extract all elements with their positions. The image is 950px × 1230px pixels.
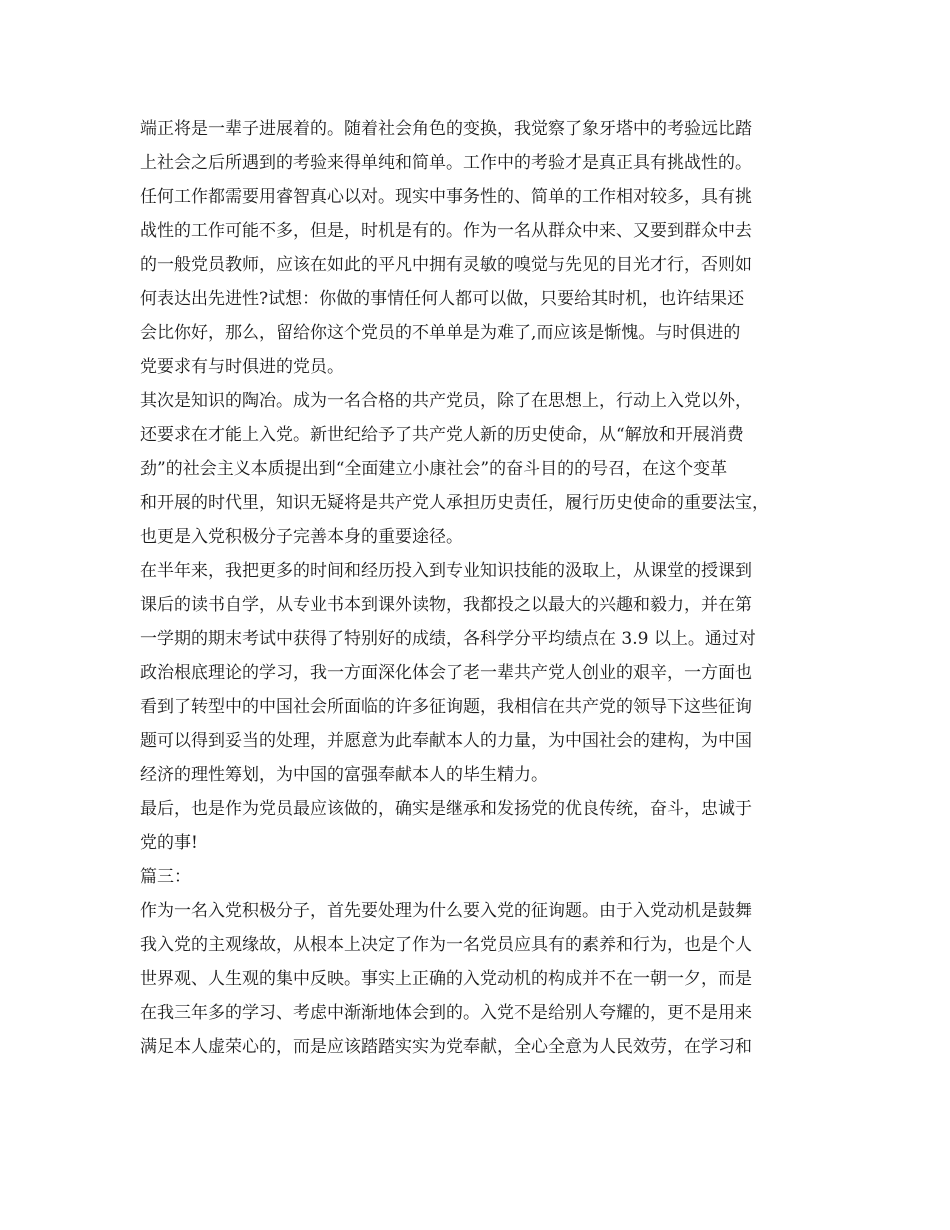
text-line: 任何工作都需要用睿智真心以对。现实中事务性的、简单的工作相对较多，具有挑 <box>140 187 752 207</box>
section-heading: 篇三： <box>140 867 191 887</box>
text-line: 世界观、人生观的集中反映。事实上正确的入党动机的构成并不在一朝一夕，而是 <box>140 969 752 989</box>
text-line: 在我三年多的学习、考虑中渐渐地体会到的。入党不是给别人夸耀的，更不是用来 <box>140 1003 752 1023</box>
text-line: 其次是知识的陶冶。成为一名合格的共产党员，除了在思想上，行动上入党以外， <box>140 391 752 411</box>
text-line: 上社会之后所遇到的考验来得单纯和简单。工作中的考验才是真正具有挑战性的。 <box>140 153 752 173</box>
text-line: 战性的工作可能不多，但是，时机是有的。作为一名从群众中来、又要到群众中去 <box>140 221 752 241</box>
text-line: 作为一名入党积极分子，首先要处理为什么要入党的征询题。由于入党动机是鼓舞 <box>140 901 752 921</box>
text-line: 党要求有与时俱进的党员。 <box>140 357 344 377</box>
text-line: 劲”的社会主义本质提出到“全面建立小康社会”的奋斗目的的号召，在这个变革 <box>140 459 728 479</box>
text-line: 党的事! <box>140 833 198 853</box>
text-line: 题可以得到妥当的处理，并愿意为此奉献本人的力量，为中国社会的建构，为中国 <box>140 731 752 751</box>
text-line: 的一般党员教师，应该在如此的平凡中拥有灵敏的嗅觉与先见的目光才行，否则如 <box>140 255 752 275</box>
text-line: 会比你好，那么，留给你这个党员的不单单是为难了,而应该是惭愧。与时俱进的 <box>140 323 741 343</box>
text-line: 一学期的期末考试中获得了特别好的成绩，各科学分平均绩点在 3.9 以上。通过对 <box>140 629 756 649</box>
text-line: 和开展的时代里，知识无疑将是共产党人承担历史责任，履行历史使命的重要法宝， <box>140 493 769 513</box>
text-line: 何表达出先进性?试想：你做的事情任何人都可以做，只要给其时机，也许结果还 <box>140 289 745 309</box>
text-line: 我入党的主观缘故，从根本上决定了作为一名党员应具有的素养和行为，也是个人 <box>140 935 752 955</box>
text-line: 政治根底理论的学习，我一方面深化体会了老一辈共产党人创业的艰辛，一方面也 <box>140 663 752 683</box>
text-line: 在半年来，我把更多的时间和经历投入到专业知识技能的汲取上，从课堂的授课到 <box>140 561 752 581</box>
text-line: 看到了转型中的中国社会所面临的许多征询题，我相信在共产党的领导下这些征询 <box>140 697 752 717</box>
text-line: 最后，也是作为党员最应该做的，确实是继承和发扬党的优良传统，奋斗，忠诚于 <box>140 799 752 819</box>
document-body <box>140 112 820 1064</box>
text-line: 也更是入党积极分子完善本身的重要途径。 <box>140 527 463 547</box>
text-line: 满足本人虚荣心的，而是应该踏踏实实为党奉献，全心全意为人民效劳，在学习和 <box>140 1037 752 1057</box>
text-line: 课后的读书自学，从专业书本到课外读物，我都投之以最大的兴趣和毅力，并在第 <box>140 595 752 615</box>
text-line: 端正将是一辈子进展着的。随着社会角色的变换，我觉察了象牙塔中的考验远比踏 <box>140 119 752 139</box>
text-line: 还要求在才能上入党。新世纪给予了共产党人新的历史使命，从“解放和开展消费 <box>140 425 744 445</box>
text-line: 经济的理性筹划，为中国的富强奉献本人的毕生精力。 <box>140 765 548 785</box>
